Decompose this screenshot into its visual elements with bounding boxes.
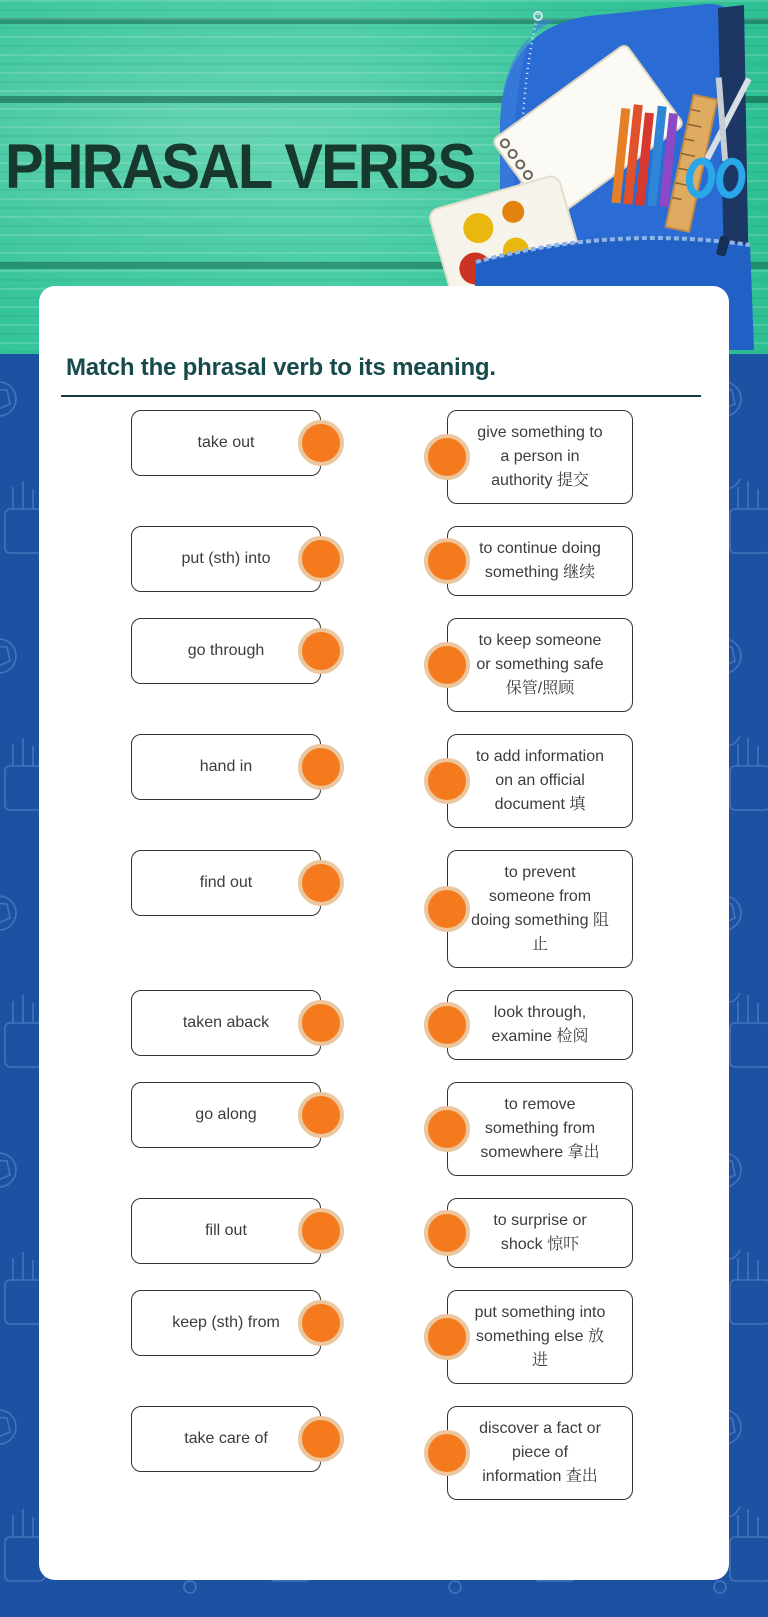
match-row (131, 1406, 729, 1500)
match-connector-icon[interactable] (298, 1092, 344, 1138)
phrasal-verb-label: put (sth) into (181, 550, 271, 568)
phrasal-verb-box[interactable] (131, 618, 321, 684)
match-connector-icon[interactable] (298, 628, 344, 674)
heading-underline (61, 395, 701, 397)
phrasal-verb-label: taken aback (182, 1014, 270, 1032)
match-connector-icon[interactable] (424, 1314, 470, 1360)
match-connector-icon[interactable] (298, 1416, 344, 1462)
phrasal-verb-box[interactable] (131, 1290, 321, 1356)
match-row (131, 990, 729, 1060)
phrasal-verb-label: hand in (199, 758, 253, 776)
meaning-label: to surprise or shock 惊吓 (493, 1212, 587, 1254)
phrasal-verb-box[interactable] (131, 410, 321, 476)
match-connector-icon[interactable] (424, 434, 470, 480)
match-row (131, 734, 729, 828)
phrasal-verb-label: keep (sth) from (172, 1314, 280, 1332)
meaning-box[interactable] (447, 1406, 633, 1500)
match-connector-icon[interactable] (424, 1002, 470, 1048)
match-connector-icon[interactable] (424, 1430, 470, 1476)
match-connector-icon[interactable] (424, 1210, 470, 1256)
match-connector-icon[interactable] (298, 860, 344, 906)
instruction-heading: Match the phrasal verb to its meaning. (66, 354, 496, 381)
meaning-label: discover a fact or piece of information 查出 (479, 1420, 601, 1486)
match-row (131, 1082, 729, 1176)
match-connector-icon[interactable] (298, 1300, 344, 1346)
match-connector-icon[interactable] (298, 420, 344, 466)
phrasal-verb-box[interactable] (131, 1082, 321, 1148)
page-title: PHRASAL VERBS (5, 131, 475, 202)
meaning-label: give something to a person in authority 提交 (477, 424, 603, 490)
match-row (131, 1198, 729, 1268)
phrasal-verb-label: go through (187, 642, 265, 660)
meaning-label: to continue doing something 继续 (479, 540, 601, 582)
phrasal-verb-label: take out (197, 434, 255, 452)
meaning-box[interactable] (447, 990, 633, 1060)
meaning-box[interactable] (447, 734, 633, 828)
meaning-label: to keep someone or something safe 保管/照顾 (476, 632, 604, 698)
match-connector-icon[interactable] (424, 1106, 470, 1152)
match-connector-icon[interactable] (298, 1208, 344, 1254)
phrasal-verb-box[interactable] (131, 734, 321, 800)
phrasal-verb-label: take care of (184, 1430, 268, 1448)
phrasal-verb-label: go along (195, 1106, 257, 1124)
meaning-box[interactable] (447, 1198, 633, 1268)
phrasal-verb-box[interactable] (131, 526, 321, 592)
meaning-box[interactable] (447, 850, 633, 968)
match-row (131, 618, 729, 712)
match-connector-icon[interactable] (424, 642, 470, 688)
phrasal-verb-box[interactable] (131, 850, 321, 916)
match-connector-icon[interactable] (298, 536, 344, 582)
phrasal-verb-label: find out (199, 874, 253, 892)
meaning-box[interactable] (447, 1290, 633, 1384)
match-row (131, 410, 729, 504)
meaning-box[interactable] (447, 410, 633, 504)
meaning-box[interactable] (447, 526, 633, 596)
match-row (131, 526, 729, 596)
match-row (131, 850, 729, 968)
match-connector-icon[interactable] (298, 1000, 344, 1046)
meaning-label: look through, examine 检阅 (491, 1004, 589, 1046)
phrasal-verb-box[interactable] (131, 1406, 321, 1472)
match-row (131, 1290, 729, 1384)
pencils-art (611, 102, 678, 208)
worksheet-card (39, 286, 729, 1580)
phrasal-verb-box[interactable] (131, 1198, 321, 1264)
meaning-label: to prevent someone from doing something 阻止 (471, 864, 609, 954)
meaning-box[interactable] (447, 1082, 633, 1176)
match-connector-icon[interactable] (424, 758, 470, 804)
meaning-label: to remove something from somewhere 拿出 (480, 1096, 600, 1162)
meaning-box[interactable] (447, 618, 633, 712)
match-connector-icon[interactable] (424, 886, 470, 932)
phrasal-verb-label: fill out (205, 1222, 247, 1240)
phrasal-verb-box[interactable] (131, 990, 321, 1056)
match-list (131, 410, 729, 1500)
meaning-label: put something into something else 放进 (474, 1304, 606, 1370)
meaning-label: to add information on an official document 填 (475, 748, 605, 814)
match-connector-icon[interactable] (298, 744, 344, 790)
match-connector-icon[interactable] (424, 538, 470, 584)
